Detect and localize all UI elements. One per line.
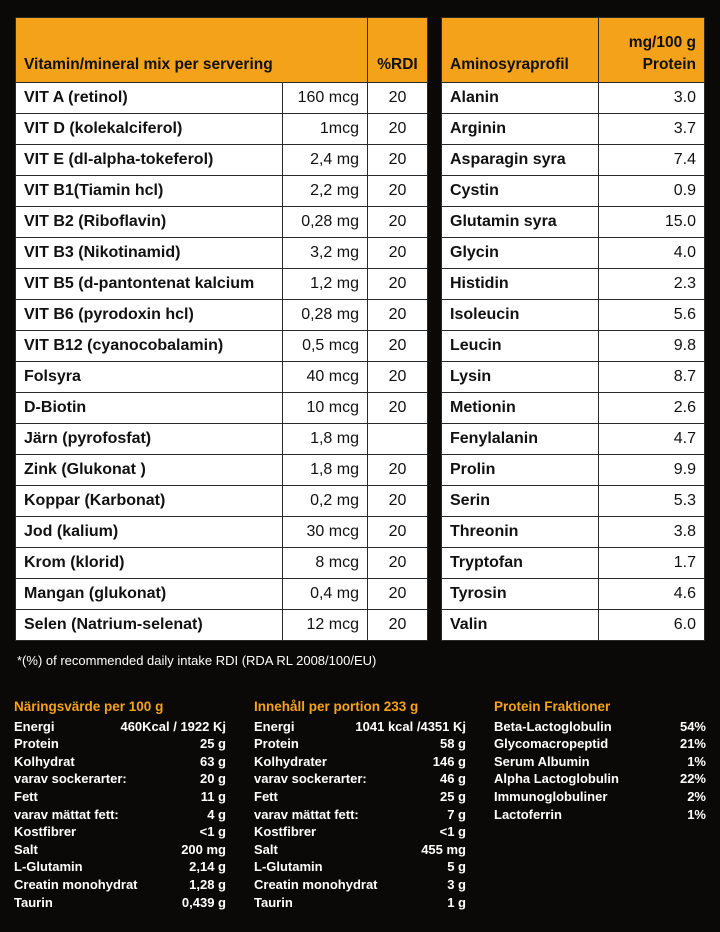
vitamin-amount: 40 mcg bbox=[283, 362, 368, 393]
nutrition-row bbox=[494, 770, 706, 788]
amino-name: Valin bbox=[442, 610, 599, 641]
amino-row bbox=[442, 517, 705, 548]
vitamin-row bbox=[16, 238, 428, 269]
vitamin-row bbox=[16, 114, 428, 145]
nutrition-value: 11 g bbox=[200, 788, 226, 804]
nutrition-value: 7 g bbox=[447, 806, 466, 822]
amino-name: Histidin bbox=[442, 269, 599, 300]
amino-value: 5.6 bbox=[599, 300, 705, 331]
vitamin-amount: 1mcg bbox=[283, 114, 368, 145]
nutrition-row bbox=[494, 788, 706, 806]
nutrition-label: Fett bbox=[14, 788, 38, 804]
vitamin-name: Zink (Glukonat ) bbox=[16, 455, 283, 486]
amino-name: Alanin bbox=[442, 83, 599, 114]
nutrition-row bbox=[494, 718, 706, 736]
nutrition-value: 0,439 g bbox=[181, 894, 226, 910]
per100-title: Näringsvärde per 100 g bbox=[14, 699, 164, 714]
nutrition-row bbox=[254, 770, 466, 788]
vitamin-mineral-table bbox=[15, 17, 428, 641]
nutrition-value: 2% bbox=[687, 788, 706, 804]
nutrition-value: 1% bbox=[687, 806, 706, 822]
nutrition-row bbox=[254, 894, 466, 912]
amino-name: Tyrosin bbox=[442, 579, 599, 610]
amino-value: 9.9 bbox=[599, 455, 705, 486]
vitamin-row bbox=[16, 269, 428, 300]
amino-row bbox=[442, 393, 705, 424]
per-portion-title: Innehåll per portion 233 g bbox=[254, 699, 419, 714]
vitamin-row bbox=[16, 579, 428, 610]
vitamin-rdi: 20 bbox=[368, 486, 428, 517]
vitamin-amount: 30 mcg bbox=[283, 517, 368, 548]
amino-name: Leucin bbox=[442, 331, 599, 362]
amino-value: 2.3 bbox=[599, 269, 705, 300]
vitamin-amount: 1,2 mg bbox=[283, 269, 368, 300]
nutrition-row bbox=[14, 823, 226, 841]
vitamin-name: VIT B2 (Riboflavin) bbox=[16, 207, 283, 238]
vitamin-amount: 0,28 mg bbox=[283, 207, 368, 238]
nutrition-value: 3 g bbox=[447, 876, 466, 892]
nutrition-label: Fett bbox=[254, 788, 278, 804]
amino-table-header bbox=[442, 18, 705, 83]
nutrition-row bbox=[494, 735, 706, 753]
amino-value: 4.6 bbox=[599, 579, 705, 610]
nutrition-row bbox=[254, 735, 466, 753]
protein-fractions bbox=[494, 698, 706, 823]
nutrition-per-100g bbox=[14, 698, 226, 911]
nutrition-per-portion bbox=[254, 698, 466, 911]
nutrition-label: Kolhydrat bbox=[14, 753, 75, 769]
nutrition-row bbox=[254, 841, 466, 859]
amino-name: Metionin bbox=[442, 393, 599, 424]
vitamin-name: Krom (klorid) bbox=[16, 548, 283, 579]
vitamin-rdi: 20 bbox=[368, 331, 428, 362]
vitamin-name: VIT B1(Tiamin hcl) bbox=[16, 176, 283, 207]
vitamin-name: VIT E (dl-alpha-tokeferol) bbox=[16, 145, 283, 176]
nutrition-row bbox=[254, 718, 466, 736]
nutrition-row bbox=[254, 788, 466, 806]
vitamin-rdi: 20 bbox=[368, 207, 428, 238]
amino-row bbox=[442, 610, 705, 641]
amino-value: 1.7 bbox=[599, 548, 705, 579]
fractions-title: Protein Fraktioner bbox=[494, 699, 611, 714]
vitamin-name: Selen (Natrium-selenat) bbox=[16, 610, 283, 641]
nutrition-value: 200 mg bbox=[181, 841, 226, 857]
amino-value: 2.6 bbox=[599, 393, 705, 424]
amino-row bbox=[442, 579, 705, 610]
nutrition-row bbox=[14, 858, 226, 876]
amino-value: 3.8 bbox=[599, 517, 705, 548]
nutrition-value: <1 g bbox=[199, 824, 226, 840]
amino-value: 3.0 bbox=[599, 83, 705, 114]
nutrition-rows bbox=[14, 718, 226, 912]
nutrition-row bbox=[14, 718, 226, 736]
nutrition-row bbox=[14, 841, 226, 859]
vitamin-rdi: 20 bbox=[368, 610, 428, 641]
amino-name: Lysin bbox=[442, 362, 599, 393]
amino-header-name: Aminosyraprofil bbox=[442, 18, 599, 83]
vitamin-amount: 1,8 mg bbox=[283, 424, 368, 455]
nutrition-label: Energi bbox=[254, 718, 295, 734]
amino-value: 0.9 bbox=[599, 176, 705, 207]
nutrition-label: Beta-Lactoglobulin bbox=[494, 718, 612, 734]
vitamin-row bbox=[16, 362, 428, 393]
nutrition-row bbox=[14, 735, 226, 753]
vitamin-name: VIT B12 (cyanocobalamin) bbox=[16, 331, 283, 362]
vitamin-rdi: 20 bbox=[368, 145, 428, 176]
amino-value: 7.4 bbox=[599, 145, 705, 176]
vitamin-rdi: 20 bbox=[368, 393, 428, 424]
vitamin-amount: 12 mcg bbox=[283, 610, 368, 641]
nutrition-value: 455 mg bbox=[421, 841, 466, 857]
amino-name: Glutamin syra bbox=[442, 207, 599, 238]
amino-value: 3.7 bbox=[599, 114, 705, 145]
amino-header-unit-line2: Protein bbox=[642, 56, 696, 73]
nutrition-row bbox=[494, 753, 706, 771]
nutrition-value: 460Kcal / 1922 Kj bbox=[120, 718, 226, 734]
nutrition-value: 2,14 g bbox=[189, 859, 226, 875]
nutrition-row bbox=[254, 876, 466, 894]
nutrition-row bbox=[14, 806, 226, 824]
nutrition-rows bbox=[494, 718, 706, 824]
vitamin-amount: 8 mcg bbox=[283, 548, 368, 579]
nutrition-label: Creatin monohydrat bbox=[14, 876, 138, 892]
nutrition-label: Kostfibrer bbox=[254, 824, 317, 840]
amino-header-unit-line1: mg/100 g bbox=[628, 34, 696, 51]
vitamin-amount: 10 mcg bbox=[283, 393, 368, 424]
rdi-footnote: *(%) of recommended daily intake RDI (RDA RL 2008/100/EU) bbox=[17, 653, 377, 668]
vitamin-amount: 0,28 mg bbox=[283, 300, 368, 331]
vitamin-amount: 0,5 mcg bbox=[283, 331, 368, 362]
vitamin-name: Folsyra bbox=[16, 362, 283, 393]
amino-row bbox=[442, 486, 705, 517]
amino-name: Prolin bbox=[442, 455, 599, 486]
nutrition-label: Protein bbox=[14, 736, 59, 752]
nutrition-label: L-Glutamin bbox=[254, 859, 323, 875]
vitamin-name: Koppar (Karbonat) bbox=[16, 486, 283, 517]
vitamin-amount: 0,4 mg bbox=[283, 579, 368, 610]
vitamin-row bbox=[16, 548, 428, 579]
nutrition-rows bbox=[254, 718, 466, 912]
nutrition-label: Protein bbox=[254, 736, 299, 752]
nutrition-value: 63 g bbox=[199, 753, 226, 769]
amino-name: Tryptofan bbox=[442, 548, 599, 579]
nutrition-row bbox=[14, 876, 226, 894]
nutrition-label: varav sockerarter: bbox=[254, 771, 367, 787]
nutrition-row bbox=[254, 823, 466, 841]
vitamin-amount: 2,4 mg bbox=[283, 145, 368, 176]
amino-value: 9.8 bbox=[599, 331, 705, 362]
nutrition-value: 22% bbox=[679, 771, 706, 787]
amino-row bbox=[442, 455, 705, 486]
vitamin-table-header bbox=[16, 18, 428, 83]
nutrition-row bbox=[254, 858, 466, 876]
nutrition-label: L-Glutamin bbox=[14, 859, 83, 875]
vitamin-name: VIT A (retinol) bbox=[16, 83, 283, 114]
vitamin-rdi: 20 bbox=[368, 579, 428, 610]
nutrition-value: <1 g bbox=[439, 824, 466, 840]
amino-name: Fenylalanin bbox=[442, 424, 599, 455]
vitamin-amount: 0,2 mg bbox=[283, 486, 368, 517]
nutrition-row bbox=[494, 806, 706, 824]
amino-value: 4.7 bbox=[599, 424, 705, 455]
vitamin-row bbox=[16, 331, 428, 362]
vitamin-name: Järn (pyrofosfat) bbox=[16, 424, 283, 455]
nutrition-row bbox=[14, 770, 226, 788]
vitamin-rdi: 20 bbox=[368, 238, 428, 269]
nutrition-label: Kostfibrer bbox=[14, 824, 77, 840]
nutrition-value: 1% bbox=[687, 753, 706, 769]
nutrition-value: 54% bbox=[679, 718, 706, 734]
vitamin-row bbox=[16, 300, 428, 331]
amino-value: 15.0 bbox=[599, 207, 705, 238]
nutrition-label: Glycomacropeptid bbox=[494, 736, 609, 752]
vitamin-rdi: 20 bbox=[368, 362, 428, 393]
vitamin-row bbox=[16, 486, 428, 517]
nutrition-label: Serum Albumin bbox=[494, 753, 590, 769]
nutrition-value: 1041 kcal /4351 Kj bbox=[355, 718, 466, 734]
vitamin-rdi: 20 bbox=[368, 269, 428, 300]
amino-row bbox=[442, 83, 705, 114]
nutrition-value: 4 g bbox=[207, 806, 226, 822]
amino-value: 8.7 bbox=[599, 362, 705, 393]
amino-name: Arginin bbox=[442, 114, 599, 145]
nutrition-value: 20 g bbox=[199, 771, 226, 787]
amino-row bbox=[442, 176, 705, 207]
nutrition-row bbox=[14, 894, 226, 912]
vitamin-row bbox=[16, 207, 428, 238]
amino-header-unit bbox=[599, 18, 705, 83]
amino-name: Glycin bbox=[442, 238, 599, 269]
vitamin-row bbox=[16, 176, 428, 207]
vitamin-name: D-Biotin bbox=[16, 393, 283, 424]
amino-row bbox=[442, 362, 705, 393]
nutrition-value: 1 g bbox=[447, 894, 466, 910]
nutrition-label: Taurin bbox=[14, 894, 53, 910]
vitamin-rdi: 20 bbox=[368, 517, 428, 548]
vitamin-rdi: 20 bbox=[368, 300, 428, 331]
vitamin-rdi bbox=[368, 424, 428, 455]
amino-name: Cystin bbox=[442, 176, 599, 207]
vitamin-amount: 2,2 mg bbox=[283, 176, 368, 207]
amino-row bbox=[442, 548, 705, 579]
vitamin-row bbox=[16, 145, 428, 176]
amino-name: Isoleucin bbox=[442, 300, 599, 331]
vitamin-rdi: 20 bbox=[368, 548, 428, 579]
amino-row bbox=[442, 300, 705, 331]
vitamin-amount: 3,2 mg bbox=[283, 238, 368, 269]
vitamin-name: VIT B6 (pyrodoxin hcl) bbox=[16, 300, 283, 331]
nutrition-label: Alpha Lactoglobulin bbox=[494, 771, 619, 787]
vitamin-rdi: 20 bbox=[368, 83, 428, 114]
amino-row bbox=[442, 114, 705, 145]
nutrition-value: 58 g bbox=[439, 736, 466, 752]
nutrition-value: 46 g bbox=[439, 771, 466, 787]
vitamin-name: Jod (kalium) bbox=[16, 517, 283, 548]
vitamin-rdi: 20 bbox=[368, 114, 428, 145]
nutrition-label: Salt bbox=[254, 841, 278, 857]
nutrition-value: 5 g bbox=[447, 859, 466, 875]
nutrition-value: 146 g bbox=[432, 753, 466, 769]
nutrition-label: varav mättat fett: bbox=[14, 806, 119, 822]
nutrition-label: varav mättat fett: bbox=[254, 806, 359, 822]
amino-name: Asparagin syra bbox=[442, 145, 599, 176]
amino-acid-table bbox=[441, 17, 705, 641]
nutrition-row bbox=[254, 806, 466, 824]
amino-name: Threonin bbox=[442, 517, 599, 548]
amino-row bbox=[442, 238, 705, 269]
vitamin-amount: 160 mcg bbox=[283, 83, 368, 114]
amino-row bbox=[442, 207, 705, 238]
nutrition-label: Taurin bbox=[254, 894, 293, 910]
vitamin-name: VIT D (kolekalciferol) bbox=[16, 114, 283, 145]
nutrition-row bbox=[14, 753, 226, 771]
vitamin-row bbox=[16, 455, 428, 486]
amino-value: 4.0 bbox=[599, 238, 705, 269]
nutrition-value: 25 g bbox=[199, 736, 226, 752]
nutrition-label: Energi bbox=[14, 718, 55, 734]
vitamin-row bbox=[16, 83, 428, 114]
vitamin-row bbox=[16, 610, 428, 641]
amino-name: Serin bbox=[442, 486, 599, 517]
vitamin-name: VIT B3 (Nikotinamid) bbox=[16, 238, 283, 269]
nutrition-label: Kolhydrater bbox=[254, 753, 327, 769]
nutrition-row bbox=[254, 753, 466, 771]
vitamin-row bbox=[16, 517, 428, 548]
amino-row bbox=[442, 269, 705, 300]
nutrition-label: varav sockerarter: bbox=[14, 771, 127, 787]
nutrition-row bbox=[14, 788, 226, 806]
nutrition-label: Immunoglobuliner bbox=[494, 788, 608, 804]
amino-value: 5.3 bbox=[599, 486, 705, 517]
vitamin-rdi: 20 bbox=[368, 455, 428, 486]
nutrition-value: 1,28 g bbox=[189, 876, 226, 892]
amino-row bbox=[442, 145, 705, 176]
vitamin-rdi: 20 bbox=[368, 176, 428, 207]
nutrition-value: 21% bbox=[679, 736, 706, 752]
vitamin-name: VIT B5 (d-pantontenat kalcium bbox=[16, 269, 283, 300]
nutrition-label: Creatin monohydrat bbox=[254, 876, 378, 892]
amino-value: 6.0 bbox=[599, 610, 705, 641]
amino-row bbox=[442, 331, 705, 362]
vitamin-row bbox=[16, 393, 428, 424]
nutrition-label: Salt bbox=[14, 841, 38, 857]
nutrition-value: 25 g bbox=[439, 788, 466, 804]
vitamin-name: Mangan (glukonat) bbox=[16, 579, 283, 610]
nutrition-label: Lactoferrin bbox=[494, 806, 562, 822]
amino-row bbox=[442, 424, 705, 455]
vitamin-amount: 1,8 mg bbox=[283, 455, 368, 486]
vitamin-header-name: Vitamin/mineral mix per servering bbox=[16, 18, 368, 83]
vitamin-header-rdi: %RDI bbox=[368, 18, 428, 83]
vitamin-row bbox=[16, 424, 428, 455]
